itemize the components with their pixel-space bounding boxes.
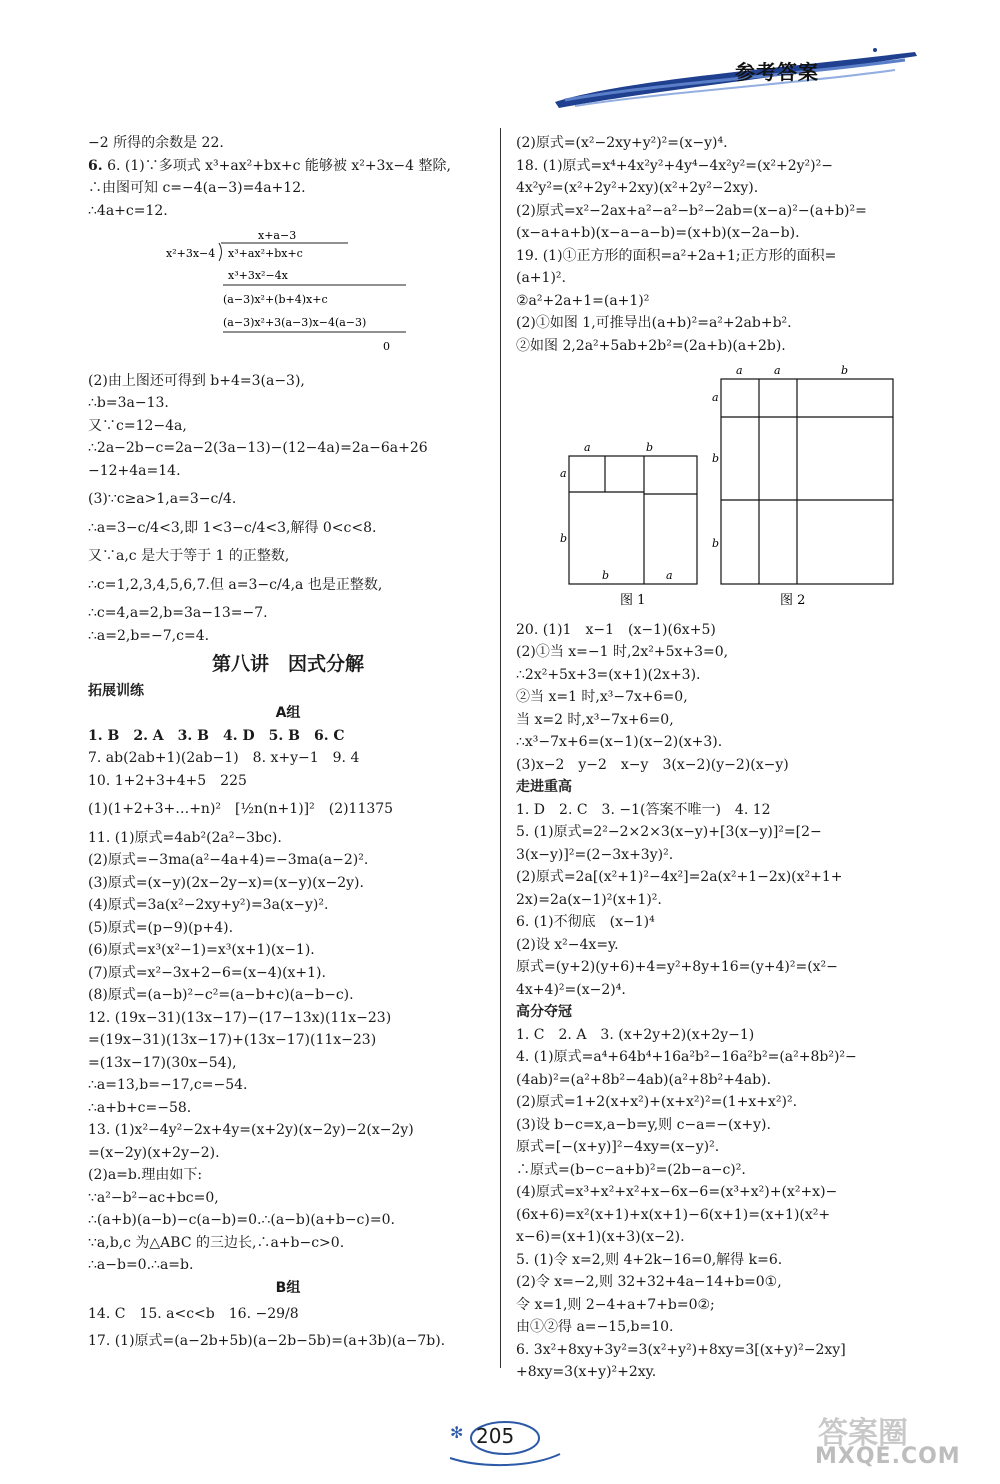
watermark-url: MXQE.COM [815,1444,961,1469]
text-line: (6)原式=x³(x²−1)=x³(x+1)(x−1). [88,942,315,958]
text-line: (3)x−2 y−2 x−y 3(x−2)(y−2)(x−y) [516,756,789,773]
subsection-title: 走进重高 [516,779,572,795]
text-line: (7)原式=x²−3x+2−6=(x−4)(x+1). [88,964,326,981]
area-figures [516,357,926,608]
text-line: (2)原式=(x²−2xy+y²)²=(x−y)⁴. [516,135,728,151]
long-division-diagram [88,226,488,356]
text-line: (8)原式=(a−b)²−c²=(a−b+c)(a−b−c). [88,987,354,1003]
text-line: 又∵a,c 是大于等于 1 的正整数, [88,548,290,564]
text-line: x−6)=(x+1)(x+3)(x−2). [516,1229,685,1245]
text-line: =(x−2y)(x+2y−2). [88,1144,220,1161]
group-a-title: A组 [275,705,301,721]
division-remainder1: (a−3)x²+(b+4)x+c [223,293,328,306]
fig2-label-b-left1: b [712,452,720,465]
text-line: +8xy=3(x+y)²+2xy. [516,1364,657,1380]
text-line: ∴c=1,2,3,4,5,6,7.但 a=3−c/4,a 也是正整数, [88,576,383,593]
fig1-label-a: a [584,441,591,454]
text-line: ∴b=3a−13. [88,395,169,411]
fig1-label-b-bottom: b [602,569,610,582]
text-line: 10. 1+2+3+4+5 225 [88,772,247,789]
text-line: =(19x−31)(13x−17)+(13x−17)(11x−23) [88,1032,377,1048]
text-line: 18. (1)原式=x⁴+4x²y²+4y⁴−4x²y²=(x²+2y²)²− [516,157,833,174]
text-line: ∴(a+b)(a−b)−c(a−b)=0.∴(a−b)(a+b−c)=0. [88,1212,395,1228]
text-line: 5. (1)令 x=2,则 4+2k−16=0,解得 k=6. [516,1251,783,1268]
text-line: 19. (1)①正方形的面积=a²+2a+1;正方形的面积= [516,247,837,264]
text-line: =(13x−17)(30x−54), [88,1054,237,1071]
division-remainder-final: 0 [383,340,390,353]
column-divider [500,128,501,1368]
right-column [516,132,926,1384]
text-line: 1. D 2. C 3. −1(答案不唯一) 4. 12 [516,801,771,818]
figure-1-caption: 图 1 [620,593,646,608]
text-line: 7. ab(2ab+1)(2ab−1) 8. x+y−1 9. 4 [88,750,360,766]
text-line: (2)原式=−3ma(a²−4a+4)=−3ma(a−2)². [88,852,369,868]
text-line: 4x²y²=(x²+2y²+2xy)(x²+2y²−2xy). [516,180,759,196]
fig2-label-b-top: b [841,364,849,377]
text-line: ∴2x²+5x+3=(x+1)(2x+3). [516,666,701,683]
text-line: ∴4a+c=12. [88,202,168,219]
text-line: 1. B 2. A 3. B 4. D 5. B 6. C [88,727,345,744]
text-line: 3(x−y)]²=(2−3x+3y)². [516,846,674,863]
text-line: (x−a+a+b)(x−a−a−b)=(x+b)(x−2a−b). [516,225,800,241]
text-line: (3)设 b−c=x,a−b=y,则 c−a=−(x+y). [516,1116,771,1133]
header-title: 参考答案 [735,60,819,84]
text-line: (2)由上图还可得到 b+4=3(a−3), [88,372,305,389]
division-step1: x³+3x²−4x [228,269,288,282]
division-step2: (a−3)x²+3(a−3)x−4(a−3) [223,316,367,329]
watermark-logo-text: 答案圈 [818,1416,908,1451]
text-line: 17. (1)原式=(a−2b+5b)(a−2b−5b)=(a+3b)(a−7b). [88,1332,446,1349]
text-line: (2)原式=2a[(x²+1)²−4x²]=2a(x²+1−2x)(x²+1+ [516,869,843,885]
division-divisor: x²+3x−4 [166,247,216,260]
figure-2 [721,379,893,584]
fig1-label-a-bottom: a [666,569,673,582]
text-line: ②当 x=1 时,x³−7x+6=0, [516,689,688,705]
text-line: ∴a=3−c/4<3,即 1<3−c/4<3,解得 0<c<8. [88,519,377,536]
text-line: (1)(1+2+3+…+n)² [½n(n+1)]² (2)11375 [88,801,394,817]
text-line: 6. 6. (1)∵多项式 x³+ax²+bx+c 能够被 x²+3x−4 整除, [88,157,451,174]
text-line: ∴2a−2b−c=2a−2(3a−13)−(12−4a)=2a−6a+26 [88,440,428,456]
subsection-title: 高分夺冠 [516,1004,572,1020]
text-line: (3)原式=(x−y)(2x−2y−x)=(x−y)(x−2y). [88,874,364,891]
subsection-title: 拓展训练 [88,682,144,699]
fig1-label-b-left: b [560,532,568,545]
text-line: (2)原式=x²−2ax+a²−a²−b²−2ab=(x−a)²−(a+b)²= [516,202,867,219]
group-b-title: B组 [275,1279,301,1296]
text-line: (5)原式=(p−9)(p+4). [88,919,234,936]
fig2-label-a-top1: a [736,364,743,377]
text-line: (a+1)². [516,270,566,286]
text-line: (4ab)²=(a²+8b²−4ab)(a²+8b²+4ab). [516,1071,772,1088]
division-quotient: x+a−3 [258,229,297,242]
text-line: (2)①当 x=−1 时,2x²+5x+3=0, [516,644,729,660]
text-line: ∴原式=(b−c−a+b)²=(2b−a−c)². [516,1161,746,1178]
text-line: ∴a−b=0.∴a=b. [88,1257,194,1273]
text-line: −12+4a=14. [88,462,181,479]
figure-2-caption: 图 2 [780,593,806,608]
text-line: ∴a=2,b=−7,c=4. [88,627,210,644]
text-line: 2x)=2a(x−1)²(x+1)². [516,891,662,908]
text-line: 4x+4)²=(x−2)⁴. [516,981,626,998]
text-line: 原式=(y+2)(y+6)+4=y²+8y+16=(y+4)²=(x²− [516,959,838,975]
svg-text:✻: ✻ [450,1423,464,1442]
text-line: 1. C 2. A 3. (x+2y+2)(x+2y−1) [516,1026,755,1043]
text-line: 13. (1)x²−4y²−2x+4y=(x+2y)(x−2y)−2(x−2y) [88,1122,414,1138]
text-line: 原式=[−(x+y)]²−4xy=(x−y)². [516,1139,720,1155]
text-line: ∴c=4,a=2,b=3a−13=−7. [88,605,268,621]
text-line: (2)令 x=−2,则 32+32+4a−14+b=0①, [516,1274,782,1290]
text-line: (2)①如图 1,可推导出(a+b)²=a²+2ab+b². [516,315,792,331]
text-line: (4)原式=x³+x²+x²+x−6x−6=(x³+x²)+(x²+x)− [516,1184,838,1200]
text-line: 14. C 15. a<c<b 16. −29/8 [88,1306,299,1322]
figure-1 [569,456,697,584]
text-line: ∴a+b+c=−58. [88,1099,192,1116]
fig2-label-b-left2: b [712,537,720,550]
text-line: −2 所得的余数是 22. [88,135,224,151]
left-column [88,132,488,1352]
text-line: (2)原式=1+2(x+x²)+(x+x²)²=(1+x+x²)². [516,1094,798,1110]
text-line: 6. (1)不彻底 (x−1)⁴ [516,914,655,930]
text-line: 4. (1)原式=a⁴+64b⁴+16a²b²−16a²b²=(a²+8b²)²− [516,1049,857,1065]
text-line: 当 x=2 时,x³−7x+6=0, [516,711,674,728]
text-line: ∴a=13,b=−17,c=−54. [88,1077,248,1093]
text-line: (2)设 x²−4x=y. [516,936,619,953]
fig1-label-a-left: a [560,467,567,480]
fig1-label-b: b [646,441,654,454]
fig2-label-a-top2: a [774,364,781,377]
text-line: (6x+6)=x²(x+1)+x(x+1)−6(x+1)=(x+1)(x²+ [516,1206,831,1223]
text-line: ∵a,b,c 为△ABC 的三边长,∴a+b−c>0. [88,1234,345,1251]
text-line: 11. (1)原式=4ab²(2a²−3bc). [88,829,282,846]
text-line: 令 x=1,则 2−4+a+7+b=0②; [516,1296,715,1313]
text-line: 由①②得 a=−15,b=10. [516,1319,674,1335]
fig2-label-a-left: a [712,391,719,404]
text-line: (4)原式=3a(x²−2xy+y²)=3a(x−y)². [88,897,329,913]
text-line: ∵a²−b²−ac+bc=0, [88,1189,219,1206]
text-line: (2)a=b.理由如下: [88,1167,203,1183]
text-line: ②如图 2,2a²+5ab+2b²=(2a+b)(a+2b). [516,337,786,354]
section-title: 第八讲 因式分解 [211,653,364,675]
text-line: ②a²+2a+1=(a+1)² [516,292,650,309]
text-line: 又∵c=12−4a, [88,417,187,434]
text-line: ∴x³−7x+6=(x−1)(x−2)(x+3). [516,734,723,750]
text-line: 5. (1)原式=2²−2×2×3(x−y)+[3(x−y)]²=[2− [516,824,822,840]
text-line: (3)∵c≥a>1,a=3−c/4. [88,491,237,507]
text-line: ∴由图可知 c=−4(a−3)=4a+12. [88,180,306,196]
text-line: 6. 3x²+8xy+3y²=3(x²+y²)+8xy=3[(x+y)²−2xy] [516,1341,846,1358]
text-line: 20. (1)1 x−1 (x−1)(6x+5) [516,621,716,638]
division-dividend: x³+ax²+bx+c [228,247,303,260]
text-line: 12. (19x−31)(13x−17)−(17−13x)(11x−23) [88,1009,392,1026]
page-number: 205 [476,1424,515,1448]
